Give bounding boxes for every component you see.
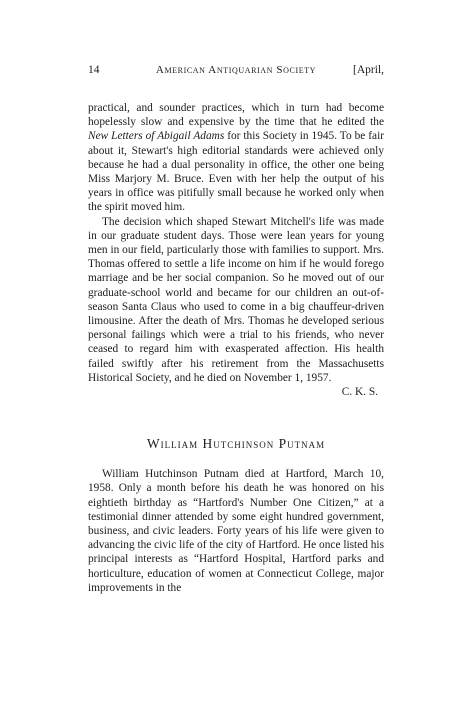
- paragraph-putnam: William Hutchinson Putnam died at Hartford, March 10, 1958. Only a month before his death he was honored on his eightieth birthday as “Hartford's Number One Citizen,” at a testimonial dinner attended by some eight hundred government, business, and civic leaders. Forty years of his life were given to advancing the civic life of the city of Hartford. He once listed his principal interests as “Hartford Hospital, Hartford parks and horticulture, education of women at Connecticut College, major improvements in the: [88, 468, 384, 594]
- paragraph-editorial: [88, 101, 384, 215]
- book-page: [88, 64, 384, 595]
- obituary-continued: [88, 101, 384, 399]
- author-initials: C. K. S.: [341, 386, 378, 399]
- paragraph-decision-text: The decision which shaped Stewart Mitchell's life was made in our graduate student days. Those were lean years for young men in our field, particularly those with families to support. Mrs. Thomas offered to settle a life income on him if he would forego marriage and be her social companion. So he moved out of our graduate-school world and became for our children an out-of-season Santa Claus who used to come in a big chauffeur-driven limousine. After the death of Mrs. Thomas he developed serious personal failings which were a trial to his friends, who never ceased to regard him with exasperated affection. His health failed swiftly after his retirement from the Massachusetts Historical Society, and he died on November 1, 1957.: [88, 215, 384, 384]
- paragraph-decision: [88, 215, 384, 399]
- obituary-putnam: [88, 467, 384, 595]
- obituary-heading: William Hutchinson Putnam: [146, 436, 326, 452]
- issue-date: [April,: [353, 64, 384, 76]
- page-number: 14: [88, 64, 100, 76]
- paragraph-editorial-start: practical, and sounder practices, which in turn had become hopelessly slow and expensive by the time that he edited the: [88, 102, 384, 129]
- journal-title: American Antiquarian Society: [155, 64, 317, 76]
- running-head: [88, 64, 384, 84]
- book-title: New Letters of Abigail Adams: [88, 130, 225, 143]
- paragraph-editorial-end: for this Society in 1945. To be fair about it, Stewart's high editorial standards were achieved only because he had a dual personality in office, the other one being Miss Marjory M. Bruce. Even with her help the output of his years in office was pitifully small because he worked only when the spirit moved him.: [88, 130, 384, 214]
